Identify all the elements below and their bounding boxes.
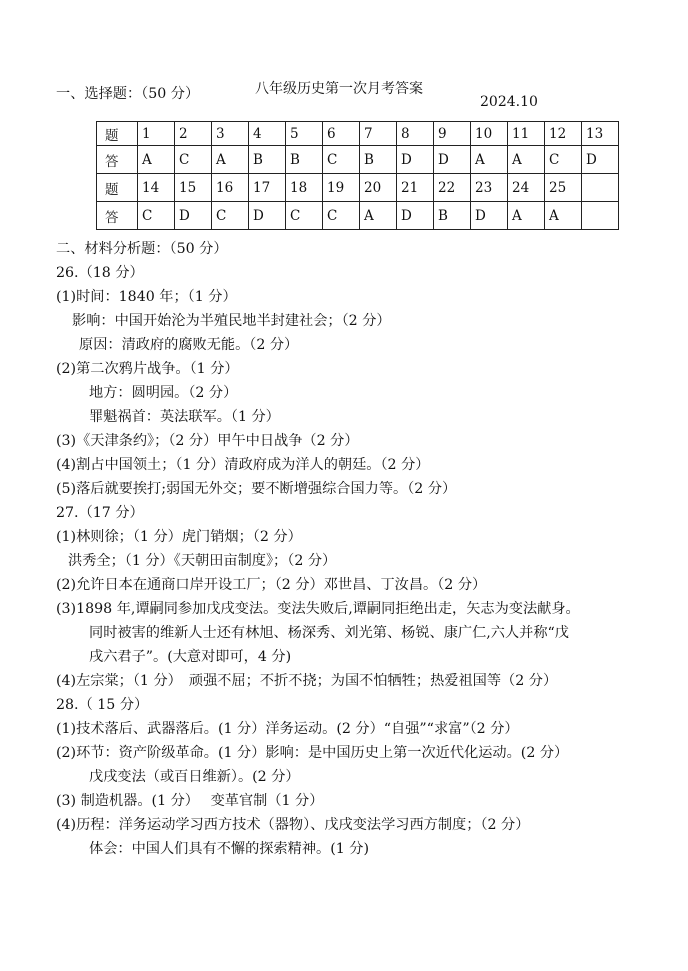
row-label: 题: [97, 122, 138, 146]
table-cell: C: [545, 146, 582, 174]
table-cell: 12: [545, 122, 582, 146]
table-cell: B: [286, 146, 323, 174]
table-cell: [582, 174, 619, 202]
table-cell: 17: [249, 174, 286, 202]
answer-line: 原因：清政府的腐败无能。（2 分）: [79, 337, 299, 353]
answer-line: (4)割占中国领土；（1 分）清政府成为洋人的朝廷。（2 分）: [56, 457, 430, 473]
table-cell: A: [360, 202, 397, 230]
table-cell: A: [212, 146, 249, 174]
answer-line: 28.（ 15 分）: [56, 697, 149, 713]
answer-line: 26.（18 分）: [56, 265, 144, 281]
answer-line: 罪魁祸首：英法联军。（1 分）: [89, 409, 280, 425]
table-cell: D: [397, 146, 434, 174]
table-row: [97, 146, 619, 174]
table-cell: D: [175, 202, 212, 230]
row-label: 答: [97, 146, 138, 174]
answer-line: 地方：圆明园。（2 分）: [89, 385, 238, 401]
answer-line: (4)历程：洋务运动学习西方技术（器物）、戊戌变法学习西方制度；（2 分）: [56, 817, 530, 833]
answer-line: 27.（17 分）: [56, 505, 144, 521]
section2-heading: 二、材料分析题：（50 分）: [56, 241, 228, 257]
answer-line: (2)第二次鸦片战争。（1 分）: [56, 361, 239, 377]
table-cell: 3: [212, 122, 249, 146]
table-cell: A: [508, 146, 545, 174]
document-title: 八年级历史第一次月考答案: [255, 81, 423, 97]
table-cell: A: [508, 202, 545, 230]
table-cell: B: [434, 202, 471, 230]
answer-line: (1)时间：1840 年；（1 分）: [56, 289, 237, 305]
answer-line: (4)左宗棠；（1 分） 顽强不屈；不折不挠；为国不怕牺牲；热爱祖国等（2 分）: [56, 673, 558, 689]
answer-line: (3) 制造机器。(1 分） 变革官制（1 分）: [56, 793, 324, 809]
table-cell: 6: [323, 122, 360, 146]
answer-line: (1)技术落后、武器落后。(1 分）洋务运动。(2 分）“自强”“求富”（2 分）: [56, 721, 519, 737]
table-cell: 16: [212, 174, 249, 202]
table-cell: B: [360, 146, 397, 174]
table-cell: 24: [508, 174, 545, 202]
answer-line: 体会：中国人们具有不懈的探索精神。(1 分): [89, 841, 369, 857]
table-cell: D: [397, 202, 434, 230]
table-cell: D: [471, 202, 508, 230]
table-cell: 5: [286, 122, 323, 146]
table-cell: D: [249, 202, 286, 230]
answer-line: 洪秀全；（1 分）《天朝田亩制度》；（2 分）: [68, 553, 337, 569]
table-cell: 4: [249, 122, 286, 146]
table-cell: 9: [434, 122, 471, 146]
answer-line: 同时被害的维新人士还有林旭、杨深秀、刘光第、杨锐、康广仁,六人并称“戊: [89, 625, 569, 641]
answer-line: (1)林则徐；（1 分）虎门销烟；（2 分）: [56, 529, 302, 545]
table-row: [97, 202, 619, 230]
table-cell: 13: [582, 122, 619, 146]
table-cell: B: [249, 146, 286, 174]
table-cell: 25: [545, 174, 582, 202]
table-cell: 1: [138, 122, 175, 146]
table-cell: 19: [323, 174, 360, 202]
table-cell: C: [175, 146, 212, 174]
table-row: [97, 174, 619, 202]
row-label: 题: [97, 174, 138, 202]
document-date: 2024.10: [480, 94, 538, 110]
table-cell: A: [545, 202, 582, 230]
table-cell: 20: [360, 174, 397, 202]
answer-line: (5)落后就要挨打;弱国无外交；要不断增强综合国力等。（2 分）: [56, 481, 457, 497]
table-cell: 21: [397, 174, 434, 202]
table-cell: A: [138, 146, 175, 174]
table-cell: 7: [360, 122, 397, 146]
table-cell: A: [471, 146, 508, 174]
table-cell: C: [323, 202, 360, 230]
table-cell: 22: [434, 174, 471, 202]
table-cell: C: [212, 202, 249, 230]
table-cell: 8: [397, 122, 434, 146]
answer-line: (2)允许日本在通商口岸开设工厂；（2 分）邓世昌、丁汝昌。（2 分）: [56, 577, 487, 593]
table-cell: 23: [471, 174, 508, 202]
table-cell: C: [286, 202, 323, 230]
table-cell: 18: [286, 174, 323, 202]
table-cell: 11: [508, 122, 545, 146]
answer-line: (3)《天津条约》；（2 分）甲午中日战争（2 分）: [56, 433, 359, 449]
section1-heading: 一、选择题：（50 分）: [56, 86, 200, 102]
table-cell: 10: [471, 122, 508, 146]
answer-table: [96, 121, 619, 230]
answer-line: (3)1898 年,谭嗣同参加戊戌变法。变法失败后,谭嗣同拒绝出走，矢志为变法献身。: [56, 601, 580, 617]
table-cell: D: [582, 146, 619, 174]
answer-line: 影响：中国开始沦为半殖民地半封建社会；（2 分）: [72, 313, 391, 329]
table-cell: C: [138, 202, 175, 230]
table-cell: [582, 202, 619, 230]
table-cell: D: [434, 146, 471, 174]
table-row: [97, 122, 619, 146]
answer-line: 戊戌变法（或百日维新）。(2 分）: [89, 769, 300, 785]
row-label: 答: [97, 202, 138, 230]
answer-line: 戌六君子”。(大意对即可，4 分): [89, 649, 292, 665]
table-cell: C: [323, 146, 360, 174]
table-cell: 14: [138, 174, 175, 202]
table-cell: 15: [175, 174, 212, 202]
table-cell: 2: [175, 122, 212, 146]
answer-line: (2)环节：资产阶级革命。(1 分）影响：是中国历史上第一次近代化运动。(2 分）: [56, 745, 569, 761]
